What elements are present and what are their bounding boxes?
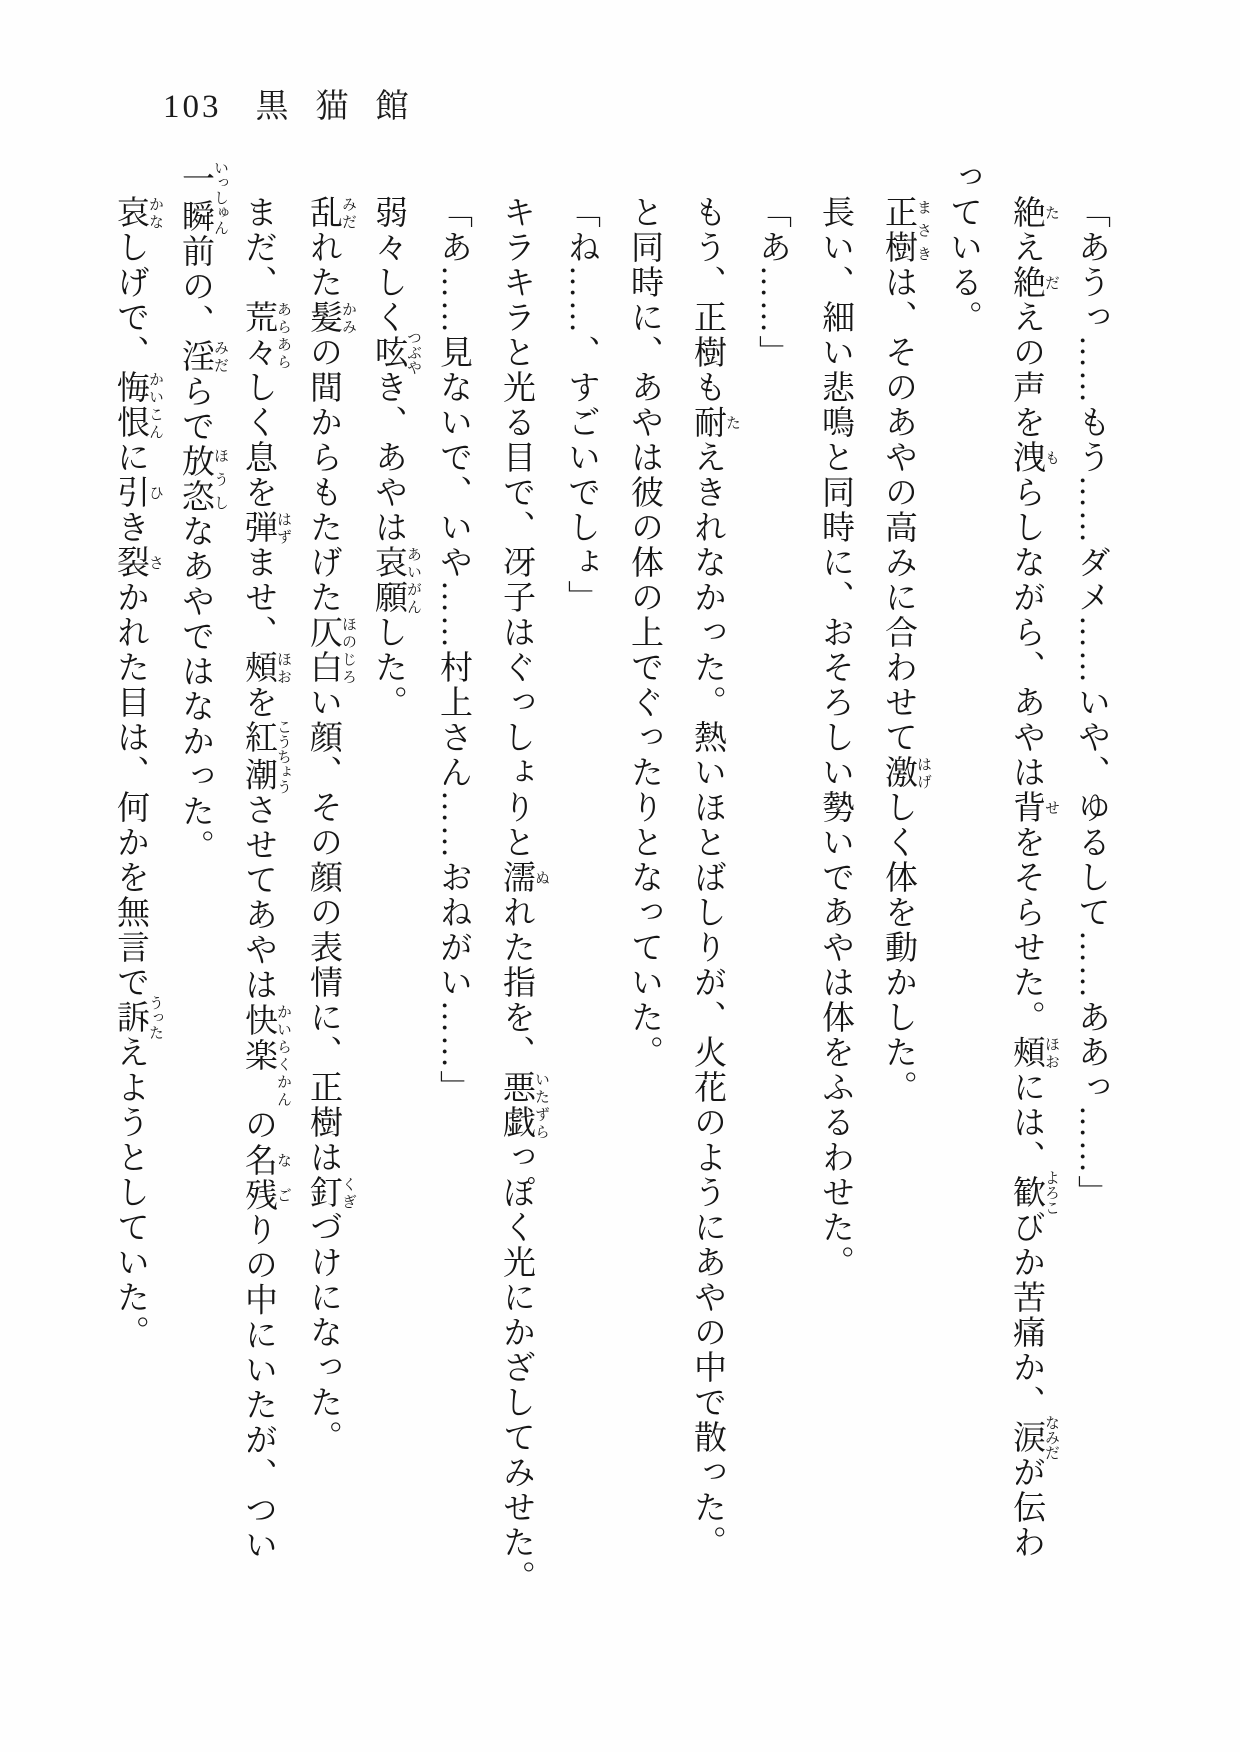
ruby-annotated-word: 悔恨 かいこん	[112, 370, 163, 440]
ruby-annotated-word: 濡 ぬ	[498, 860, 549, 895]
ruby-annotated-word: 一瞬 いっしゅん	[177, 160, 228, 235]
paragraph: まだ、荒々 あらあらしく息を弾 はずませ、頰 ほおを紅潮 こうちょうさせてあやは快楽 かいらくかんの名残 なごりの中にいたが、つい一瞬 いっしゅん前の、淫 みだらで放恣 ほうしなあやではなかった。	[177, 160, 291, 1563]
ruby-annotated-word: 哀願 あいがん	[370, 545, 421, 615]
ruby-annotated-word: 激 はげ	[880, 755, 931, 790]
paragraph: 乱 みだれた髪 かみの間からもたげた仄白 ほのじろい顔、その顔の表情に、正樹は釘 くぎづけになった。	[305, 195, 356, 1455]
paragraph: 絶 たえ絶 だえの声を洩 もらしながら、あやは背 せをそらせた。頰 ほおには、歓 よろこびか苦痛か、涙 なみだが伝わ っている。	[945, 160, 1059, 1560]
ruby-annotated-word: 釘 くぎ	[305, 1175, 356, 1210]
ruby-annotated-word: 絶 た	[1008, 195, 1059, 230]
ruby-annotated-word: 洩 も	[1008, 440, 1059, 475]
ruby-annotated-word: 頰 ほお	[1008, 1035, 1059, 1070]
ruby-annotated-word: 絶 だ	[1008, 265, 1059, 300]
paragraph: もう、正樹も耐 たえきれなかった。熱いほとばしりが、火花のようにあやの中で散った。	[689, 195, 740, 1560]
paragraph: と同時に、あやは彼の体の上でぐったりとなっていた。	[626, 195, 662, 1070]
paragraph: 哀 かなしげで、悔恨 かいこんに引 ひき裂 さかれた目は、何かを無言で訴 うったえようとしていた。	[112, 195, 163, 1350]
ruby-annotated-word: 哀 かな	[112, 195, 163, 230]
body-text	[98, 160, 1122, 1600]
ruby-annotated-word: 乱 みだ	[305, 195, 356, 230]
ruby-annotated-word: 訴 うった	[112, 995, 163, 1040]
ruby-annotated-word: 涙 なみだ	[1008, 1415, 1059, 1460]
ruby-annotated-word: 背 せ	[1008, 790, 1059, 825]
paragraph: 「あ……見ないで、いや……村上さん……おねがい……」	[435, 195, 471, 1105]
ruby-annotated-word: 正樹 まさき	[880, 195, 931, 265]
ruby-annotated-word: 弾 はず	[240, 510, 291, 545]
ruby-annotated-word: 淫 みだ	[177, 338, 228, 374]
ruby-annotated-word: 名残 なご	[240, 1142, 291, 1213]
ruby-annotated-word: 裂 さ	[112, 545, 163, 580]
ruby-annotated-word: 頰 ほお	[240, 650, 291, 685]
paragraph: 「ね……、すごいでしょ」	[563, 195, 599, 615]
paragraph: 弱々しく呟 つぶやき、あやは哀願 あいがんした。	[370, 195, 421, 720]
paragraph: 正樹 まさきは、そのあやの高みに合わせて激 はげしく体を動かした。	[880, 195, 931, 1105]
ruby-annotated-word: 快楽 かいらくかん	[240, 1002, 291, 1108]
ruby-annotated-word: 荒々 あらあら	[240, 300, 291, 370]
ruby-annotated-word: 髪 かみ	[305, 300, 356, 335]
paragraph: キラキラと光る目で、冴子はぐっしょりと濡 ぬれた指を、悪戯 いたずらっぽく光にかざしてみせた。	[498, 195, 549, 1595]
ruby-annotated-word: 呟 つぶや	[370, 330, 421, 375]
page-number: 103	[163, 89, 222, 125]
paragraph: 長い、細い悲鳴と同時に、おそろしい勢いであやは体をふるわせた。	[817, 195, 853, 1280]
ruby-annotated-word: 耐 た	[689, 405, 740, 440]
ruby-annotated-word: 放恣 ほうし	[177, 443, 228, 514]
ruby-annotated-word: 仄白 ほのじろ	[305, 615, 356, 685]
page-header	[163, 80, 436, 127]
ruby-annotated-word: 歓 よろこ	[1008, 1170, 1059, 1215]
ruby-annotated-word: 紅潮 こうちょう	[240, 718, 291, 794]
paragraph: 「あ……」	[754, 195, 790, 370]
ruby-annotated-word: 引 ひ	[112, 475, 163, 510]
paragraph: 「あうっ……もう……ダメ……いや、ゆるして……ああっ……」	[1073, 195, 1109, 1210]
ruby-annotated-word: 悪戯 いたずら	[498, 1070, 549, 1140]
book-title: 黒猫館	[255, 89, 436, 125]
